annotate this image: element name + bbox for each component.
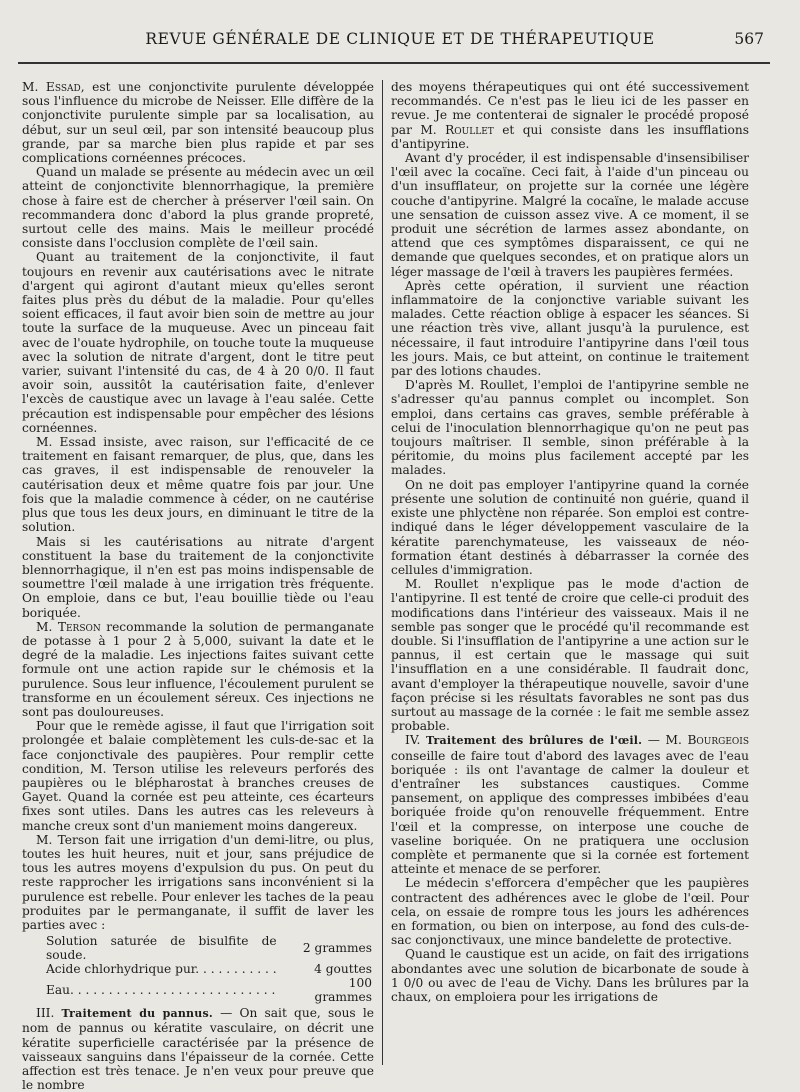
paragraph: Pour que le remède agisse, il faut que l'irrigation soit prolongée et balaie complètement les culs-de-sac et la face conjonctivale des paupières. Pour remplir cette condition, M. Terson utilise les releveurs perforés des paupières ou le blépharostat à branches creuses de Gayet. Quand la cornée est peu atteinte, ces écarteurs fixes sont utiles. Dans les autres cas les releveurs à manche creux sont d'un maniement moins dangereux. xyxy=(22,719,374,833)
paragraph: Quant au traitement de la conjonctivite, il faut toujours en revenir aux cautérisations avec le nitrate d'argent qui agiront d'autant mieux qu'elles seront faites plus près du début de la maladie. Pour qu'elles soient efficaces, il faut avoir bien soin de mettre au jour toute la surface de la muqueuse. Avec un pinceau fait avec de l'ouate hydrophile, on touche toute la muqueuse avec la solution de nitrate d'argent, dont le titre peut varier, suivant l'intensité du cas, de 4 à 20 0/0. Il faut avoir soin, aussitôt la cautérisation faite, d'enlever l'excès de caustique avec un lavage à l'eau salée. Cette précaution est indispensable pour empêcher des lésions cornéennes. xyxy=(22,250,374,435)
page-number: 567 xyxy=(734,30,764,48)
formula-ingredient: Solution saturée de bisulfite de soude. xyxy=(46,934,277,963)
author-name: M. Essad xyxy=(22,80,81,94)
author-name: M. Roullet xyxy=(420,122,494,137)
paragraph: Le médecin s'efforcera d'empêcher que les paupières contractent des adhérences avec le globe de l'œil. Pour cela, on essaie de rompre tous les jours les adhérences en formation, ou bien on interpose, au fond des culs-de-sac conjonctivaux, une mince bandelette de protective. xyxy=(391,876,749,948)
formula-ingredient: Acide chlorhydrique pur. . . . . . . . . . . xyxy=(46,962,277,977)
paragraph: M. Terson fait une irrigation d'un demi-litre, ou plus, toutes les huit heures, nuit et jour, sans préjudice de tous les autres moyens d'expulsion du pus. On peut du reste rapprocher les irrigations sans inconvénient si la purulence est rebelle. Pour enlever les taches de la peau produites par le permanganate, il suffit de laver les parties avec : xyxy=(22,832,374,932)
formula-row xyxy=(44,934,374,962)
paragraph xyxy=(391,80,749,151)
formula-table xyxy=(44,934,374,1004)
paragraph-text: et qui consiste dans les insufflations d'antipyrine. xyxy=(391,122,749,151)
formula-quantity: 4 gouttes xyxy=(314,962,372,977)
paragraph: D'après M. Roullet, l'emploi de l'antipyrine semble ne s'adresser qu'au pannus complet ou incomplet. Son emploi, dans certains cas graves, semble préférable à celui de l'inoculation blennorrhagique qu'on ne peut pas toujours maîtriser. Il semble, sinon préférable à la péritomie, du moins plus facilement accepté par les malades. xyxy=(391,378,749,478)
author-name: M. Terson xyxy=(36,619,101,634)
section-number: IV. xyxy=(405,733,421,748)
paragraph: Quand le caustique est un acide, on fait des irrigations abondantes avec une solution de bicarbonate de soude à 1 0/0 ou avec de l'eau de Vichy. Dans les brûlures par la chaux, on emploiera pour les irrigations de xyxy=(391,947,749,1004)
journal-title: REVUE GÉNÉRALE DE CLINIQUE ET DE THÉRAPEUTIQUE xyxy=(145,30,655,48)
right-column xyxy=(391,80,749,1070)
paragraph-text: conseille de faire tout d'abord des lavages avec de l'eau boriquée : ils ont l'avantage de calmer la douleur et d'entraîner les substances caustiques. Comme pansement, on applique des compresses imbibées d'eau boriquée froide qu'on renouvelle fréquemment. Entre l'œil et la compresse, on interpose une couche de vaseline boriquée. On ne pratiquera une occlusion complète et permanente que si la cornée est fortement atteinte et menace de se perforer. xyxy=(391,748,749,877)
author-name: M. Bourgeois xyxy=(665,733,749,748)
left-column xyxy=(22,80,374,1092)
paragraph: On ne doit pas employer l'antipyrine quand la cornée présente une solution de continuité non guérie, quand il existe une phlyctène non réparée. Son emploi est contre-indiqué dans le léger développement vasculaire de la kératite parenchymateuse, les vaisseaux de néo-formation étant destinés à débarrasser la cornée des cellules d'immigration. xyxy=(391,477,749,577)
formula-ingredient: Eau. . . . . . . . . . . . . . . . . . . . . . . . . . . xyxy=(46,983,276,998)
paragraph xyxy=(22,80,374,165)
running-header xyxy=(18,28,782,58)
paragraph: Quand un malade se présente au médecin avec un œil atteint de conjonctivite blennorrhagique, la première chose à faire est de chercher à préserver l'œil sain. On recommandera donc d'abord la plus grande propreté, surtout celle des mains. Mais le meilleur procédé consiste dans l'occlusion complète de l'œil sain. xyxy=(22,165,374,251)
paragraph-text: des moyens thérapeutiques qui ont été successivement recommandés. Ce n'est pas le lieu ici de les passer en revue. Je me contenterai de signaler le procédé proposé par xyxy=(391,80,749,137)
paragraph-text: , est une conjonctivite purulente développée sous l'influence du microbe de Neisser. Elle diffère de la conjonctivite purulente simple par sa localisation, au début, sur un seul œil, par son intensité beaucoup plus grande, par sa marche bien plus rapide et par ses complications cornéennes précoces. xyxy=(22,80,374,166)
paragraph: M. Roullet n'explique pas le mode d'action de l'antipyrine. Il est tenté de croire que celle-ci produit des modifications dans l'intérieur des vaisseaux. Mais il ne semble pas songer que le procédé qu'il recommande est double. Si l'insufflation de l'antipyrine a une action sur le pannus, il est certain que le massage qui suit l'insufflation en a une considérable. Il faudrait donc, avant d'employer la thérapeutique nouvelle, savoir d'une façon précise si les résultats favorables ne sont pas dus surtout au massage de la cornée : le fait me semble assez probable. xyxy=(391,577,749,734)
section-paragraph xyxy=(22,1006,374,1092)
formula-row xyxy=(44,976,374,1004)
paragraph-text: — On sait que, sous le nom de pannus ou kératite vasculaire, on décrit une kératite superficielle caractérisée par la présence de vaisseaux sanguins dans l'épaisseur de la cornée. Cette affection est très tenace. Je n'en veux pour preuve que le nombre xyxy=(22,1006,374,1092)
formula-row xyxy=(44,962,374,976)
paragraph xyxy=(22,620,374,719)
paragraph: Mais si les cautérisations au nitrate d'argent constituent la base du traitement de la conjonctivite blennorrhagique, il n'en est pas moins indispensable de soumettre l'œil malade à une irrigation très fréquente. On emploie, dans ce but, l'eau bouillie tiède ou l'eau boriquée. xyxy=(22,534,374,620)
column-divider xyxy=(382,80,383,1065)
section-paragraph xyxy=(391,733,749,876)
paragraph-text: recommande la solution de permanganate de potasse à 1 pour 2 à 5,000, suivant la date et le degré de la maladie. Les injections faites suivant cette formule ont une action rapide sur le chémosis et la purulence. Sous leur influence, l'écoulement purulent se transforme en un écoulement séreux. Ces injections ne sont pas douloureuses. xyxy=(22,619,374,719)
formula-quantity: 100 grammes xyxy=(314,976,372,1005)
section-number: III. xyxy=(36,1006,55,1021)
formula-quantity: 2 grammes xyxy=(302,941,372,956)
paragraph: Avant d'y procéder, il est indispensable d'insensibiliser l'œil avec la cocaïne. Ceci fait, à l'aide d'un pinceau ou d'un insufflateur, on projette sur la cornée une légère couche d'antipyrine. Malgré la cocaïne, le malade accuse une sensation de cuisson assez vive. A ce moment, il se produit une sécrétion de larmes assez abondante, on attend que ces symptômes disparaissent, ce qui ne demande que quelques secondes, et on pratique alors un léger massage de l'œil à travers les paupières fermées. xyxy=(391,151,749,279)
paragraph: Après cette opération, il survient une réaction inflammatoire de la conjonctive variable suivant les malades. Cette réaction oblige à espacer les séances. Si une réaction très vive, allant jusqu'à la purulence, est nécessaire, il faut introduire l'antipyrine dans l'œil tous les jours. Mais, ce but atteint, on continue le traitement par des lotions chaudes. xyxy=(391,278,749,379)
section-heading: Traitement des brûlures de l'œil. xyxy=(425,734,643,748)
header-rule xyxy=(18,62,770,64)
paragraph-text: — xyxy=(642,733,666,748)
section-heading: Traitement du pannus. xyxy=(61,1007,213,1021)
paragraph: M. Essad insiste, avec raison, sur l'efficacité de ce traitement en faisant remarquer, de plus, que, dans les cas graves, il est indispensable de renouveler la cautérisation deux et même quatre fois par jour. Une fois que la maladie commence à céder, on ne cautérise plus que tous les deux jours, en diminuant le titre de la solution. xyxy=(22,435,374,535)
